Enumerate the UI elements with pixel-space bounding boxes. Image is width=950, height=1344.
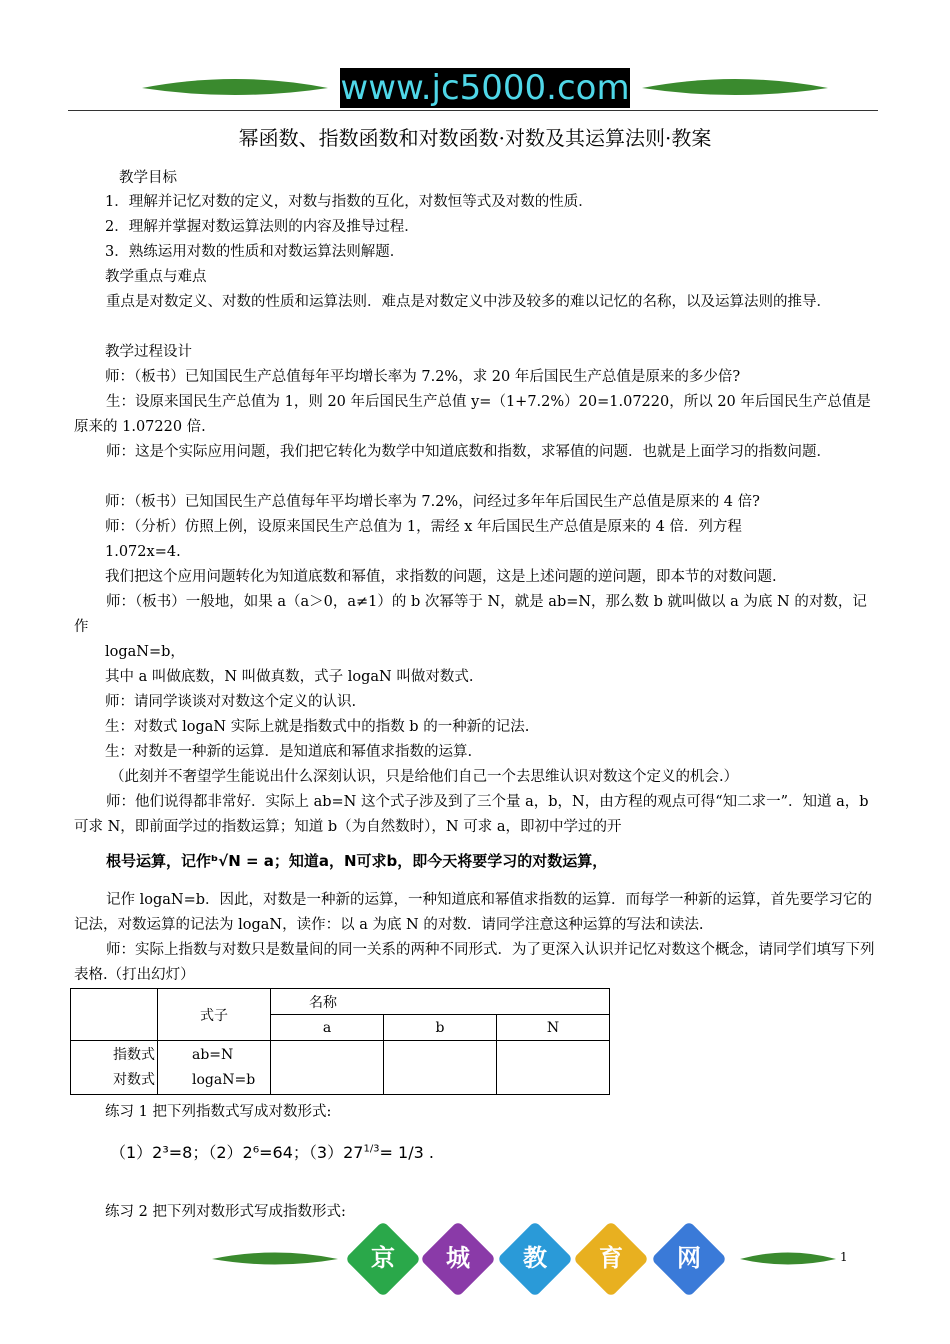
exercise-1-list: （1）2³=8；（2）2⁶=64；（3）27 <box>110 1143 364 1162</box>
exercise-1: 练习 1 把下列指数式写成对数形式: <box>105 1104 332 1120</box>
header-divider <box>68 110 878 111</box>
para-15: 师：实际上指数与对数只是数量间的同一关系的两种不同形式．为了更深入认识并记忆对数这个概念，请同学们填写下列表格.（打出幻灯） <box>74 942 875 983</box>
page-number: 1 <box>840 1250 848 1264</box>
key-heading: 教学重点与难点 <box>105 269 207 285</box>
math-line: 根号运算，记作ᵇ√N = a；知道a，N可求b，即今天将要学习的对数运算， <box>106 852 608 870</box>
header-N: N <box>497 1015 610 1041</box>
header-b: b <box>384 1015 497 1041</box>
para-1: 师：（板书）已知国民生产总值每年平均增长率为 7.2%，求 20 年后国民生产总值是原来的多少倍? <box>105 369 741 385</box>
para-5b: 1.072x=4. <box>105 544 181 560</box>
para-8: 其中 a 叫做底数，N 叫做真数，式子 logaN 叫做对数式. <box>105 669 474 685</box>
exercise-1-items <box>110 1140 434 1163</box>
gem-jiao-label: 教 <box>523 1243 547 1272</box>
gem-jing-label: 京 <box>371 1243 395 1272</box>
footer-right-leaf <box>738 1250 838 1268</box>
cell-a <box>271 1041 384 1095</box>
para-9: 师：请同学谈谈对对数这个定义的认识. <box>105 694 357 710</box>
row2-label: 对数式 <box>113 1071 155 1088</box>
footer-left-leaf <box>210 1250 340 1268</box>
process-heading: 教学过程设计 <box>105 344 192 360</box>
gem-cheng-label: 城 <box>446 1243 470 1272</box>
right-leaf-decoration <box>640 76 830 100</box>
para-5: 师：（分析）仿照上例，设原来国民生产总值为 1，需经 x 年后国民生产总值是原来的 4 倍．列方程 <box>105 519 742 535</box>
cell-b <box>384 1041 497 1095</box>
left-leaf-decoration <box>140 76 330 100</box>
para-14: 记作 logaN=b．因此，对数是一种新的运算，一种知道底和幂值求指数的运算．而每学一种新的运算，首先要学习它的记法，对数运算的记法为 logaN，读作：以 a 为底 N 的对数．请同学注意这种运算的写法和读法. <box>74 892 873 933</box>
row1-label: 指数式 <box>113 1046 155 1063</box>
goal-2: 2．理解并掌握对数运算法则的内容及推导过程． <box>105 219 419 235</box>
para-11: 生：对数是一种新的运算．是知道底和幂值求指数的运算. <box>105 744 473 760</box>
cell-N <box>497 1041 610 1095</box>
para-13: 师：他们说得都非常好．实际上 ab=N 这个式子涉及到了三个量 a，b，N，由方程的观点可得“知二求一”．知道 a，b 可求 N，即前面学过的指数运算；知道 b（为自然数时），N 可求 a，即初中学过的开 <box>74 794 869 835</box>
para-2: 生：设原来国民生产总值为 1，则 20 年后国民生产总值 y=（1+7.2%）20=1.07220，所以 20 年后国民生产总值是原来的 1.07220 倍. <box>74 394 871 435</box>
para-10: 生：对数式 logaN 实际上就是指数式中的指数 b 的一种新的记法. <box>105 719 530 735</box>
site-logo[interactable]: www.jc5000.com <box>340 68 630 108</box>
header-formula: 式子 <box>158 989 271 1041</box>
row-labels <box>71 1041 158 1095</box>
goals-heading: 教学目标 <box>119 170 177 186</box>
header-a: a <box>271 1015 384 1041</box>
goal-1: 1．理解并记忆对数的定义，对数与指数的互化，对数恒等式及对数的性质． <box>105 194 593 210</box>
para-7b: logaN=b， <box>105 644 185 660</box>
log-table <box>70 988 610 1095</box>
para-4: 师：（板书）已知国民生产总值每年平均增长率为 7.2%，问经过多年年后国民生产总值是原来的 4 倍? <box>105 494 760 510</box>
row1-formula: ab=N <box>192 1046 234 1063</box>
row-formulas <box>158 1041 271 1095</box>
gem-wang-label: 网 <box>677 1243 701 1272</box>
header-name: 名称 <box>271 989 610 1015</box>
exercise-2: 练习 2 把下列对数形式写成指数形式: <box>105 1204 346 1220</box>
table-corner <box>71 989 158 1041</box>
page-title: 幂函数、指数函数和对数函数·对数及其运算法则·教案 <box>238 126 712 150</box>
key-text: 重点是对数定义、对数的性质和运算法则．难点是对数定义中涉及较多的难以记忆的名称，以及运算法则的推导． <box>106 294 831 310</box>
para-6: 我们把这个应用问题转化为知道底数和幂值，求指数的问题，这是上述问题的逆问题，即本节的对数问题. <box>105 569 777 585</box>
gem-yu-label: 育 <box>599 1243 623 1272</box>
goal-3: 3．熟练运用对数的性质和对数运算法则解题． <box>105 244 405 260</box>
exercise-1-end: = 1/3 . <box>379 1143 434 1162</box>
para-3: 师：这是个实际应用问题，我们把它转化为数学中知道底数和指数，求幂值的问题．也就是上面学习的指数问题． <box>106 444 831 460</box>
para-12: （此刻并不奢望学生能说出什么深刻认识，只是给他们自己一个去思维认识对数这个定义的机会.） <box>110 769 739 785</box>
para-7: 师：（板书）一般地，如果 a（a＞0，a≠1）的 b 次幂等于 N，就是 ab=N，那么数 b 就叫做以 a 为底 N 的对数，记作 <box>74 594 867 635</box>
row2-formula: logaN=b <box>192 1071 256 1088</box>
exercise-1-exponent: 1/3 <box>363 1143 380 1155</box>
